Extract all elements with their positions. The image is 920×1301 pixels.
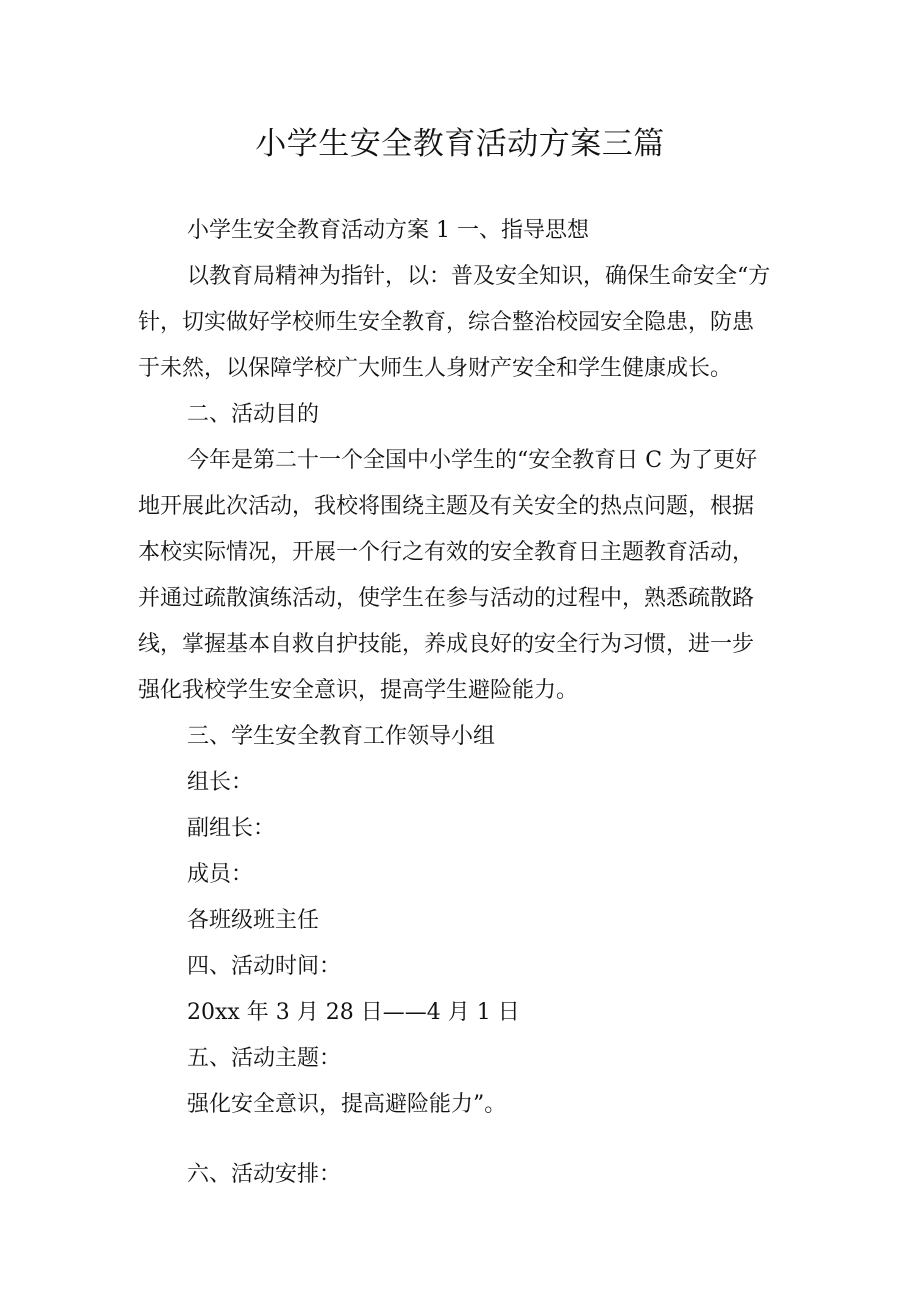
document-body [138, 208, 788, 1198]
heading-activity-purpose: 二、活动目的 [187, 402, 320, 427]
paragraph-activity-purpose-content [138, 438, 788, 714]
text-line: 本校实际情况，开展一个行之有效的安全教育日主题教育活动， [138, 540, 755, 565]
group-leader-label: 组长： [187, 770, 254, 795]
text-line: 并通过疏散演练活动，使学生在参与活动的过程中，熟悉疏散路 [138, 586, 755, 611]
text-line: 针，切实做好学校师生安全教育，综合整治校园安全隐患，防患 [138, 310, 755, 335]
members-value: 各班级班主任 [187, 908, 320, 933]
heading-activity-time: 四、活动时间： [187, 954, 342, 979]
activity-time-value: 20xx 年 3 月 28 日——4 月 1 日 [187, 1000, 520, 1025]
text-line: 于未然，以保障学校广大师生人身财产安全和学生健康成长。 [138, 356, 733, 381]
text-line: 线，掌握基本自救自护技能，养成良好的安全行为习惯，进一步 [138, 632, 755, 657]
heading-activity-theme: 五、活动主题： [187, 1046, 342, 1071]
members-label: 成员： [187, 862, 254, 887]
text-line: 以教育局精神为指针，以：普及安全知识，确保生命安全“方 [187, 264, 771, 289]
text-line: 今年是第二十一个全国中小学生的“安全教育日 C 为了更好 [187, 448, 758, 473]
heading-leadership-group: 三、学生安全教育工作领导小组 [187, 724, 496, 749]
deputy-leader-label: 副组长： [187, 816, 276, 841]
heading-activity-arrangement: 六、活动安排： [187, 1162, 342, 1187]
paragraph-guiding-ideology-content [138, 254, 788, 392]
paragraph-guiding-ideology: 小学生安全教育活动方案 1 一、指导思想 [187, 218, 589, 243]
text-line: 强化我校学生安全意识，提高学生避险能力。 [138, 678, 579, 703]
text-line: 地开展此次活动，我校将围绕主题及有关安全的热点问题，根据 [138, 494, 755, 519]
activity-theme-value: 强化安全意识，提高避险能力”。 [187, 1092, 507, 1117]
document-title: 小学生安全教育活动方案三篇 [255, 126, 665, 162]
